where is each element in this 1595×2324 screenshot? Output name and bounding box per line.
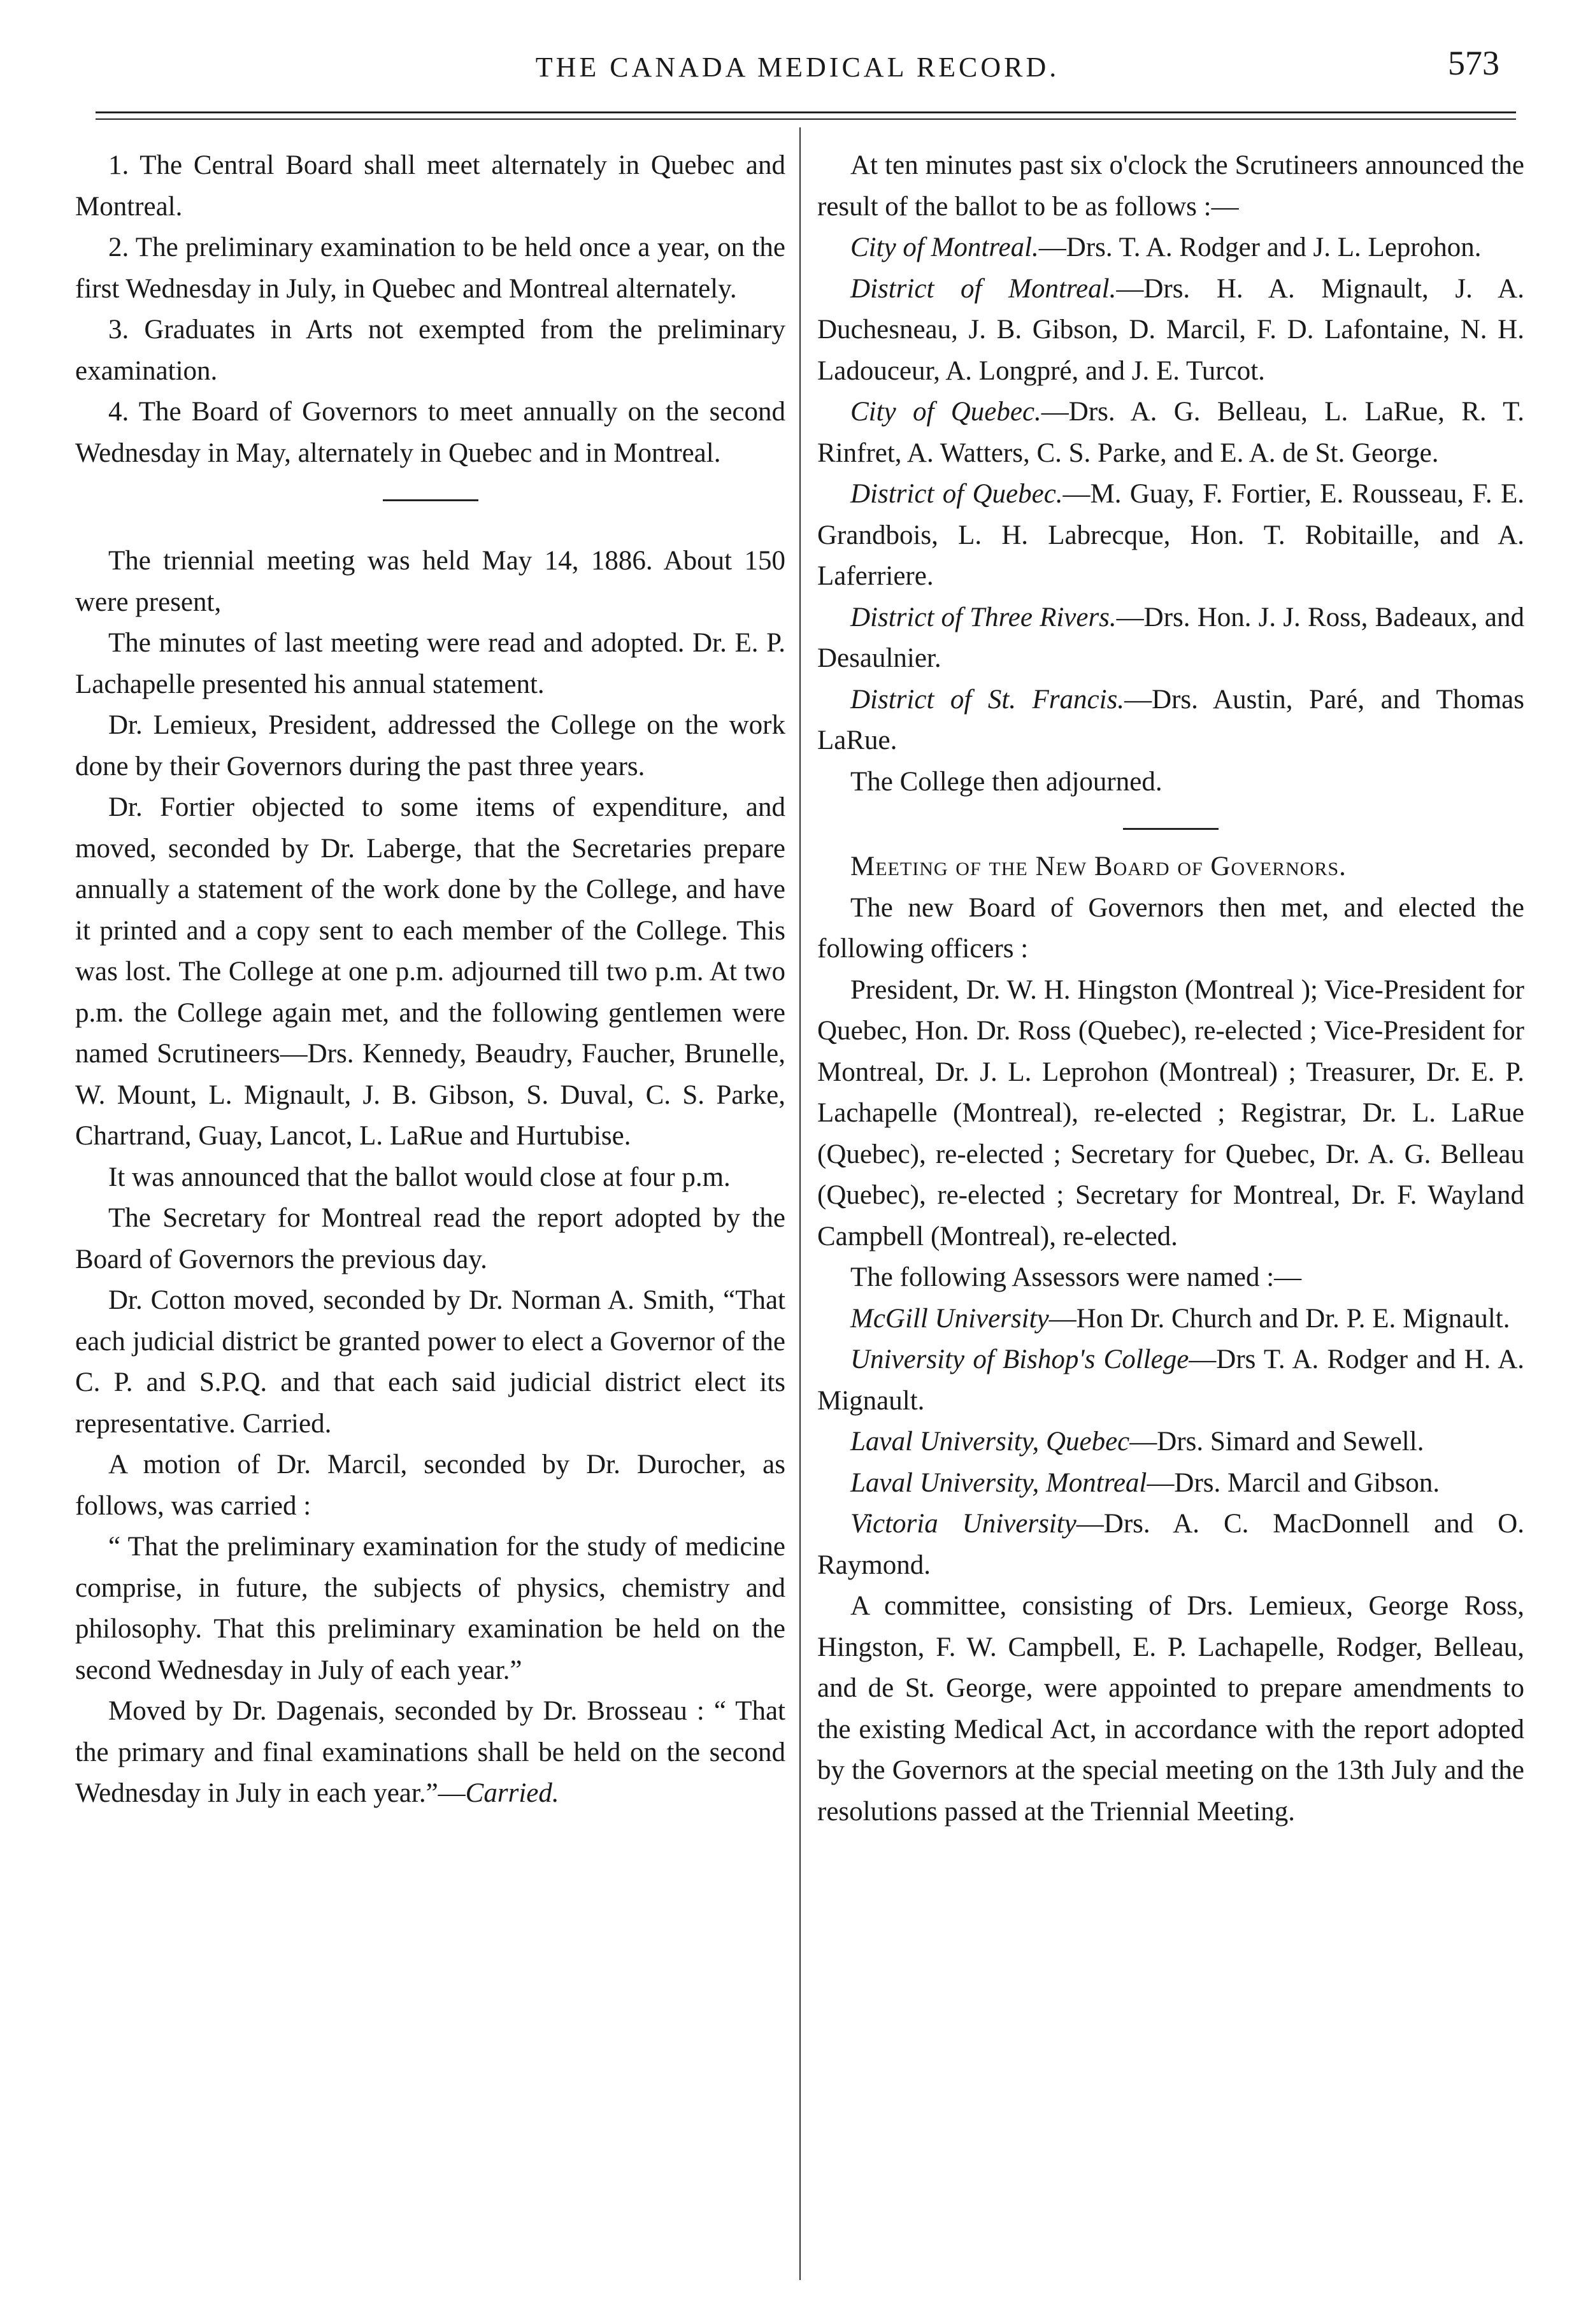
district-name: District of Quebec.: [850, 479, 1063, 509]
paragraph: The following Assessors were named :—: [850, 1262, 1302, 1292]
ballot-result: [817, 680, 1524, 762]
university-name: University of Bishop's College: [850, 1344, 1189, 1374]
header-rule-thin: [96, 118, 1516, 120]
assessor-names: —Hon Dr. Church and Dr. P. E. Mignault.: [1048, 1303, 1510, 1334]
motion-result: Carried.: [465, 1778, 559, 1808]
right-column: [817, 145, 1524, 1832]
assessor-entry: [817, 1463, 1524, 1504]
paragraph: It was announced that the ballot would close at four p.m.: [108, 1162, 731, 1192]
assessor-names: —Drs T. A. Rodger and H. A. Mignault.: [817, 1344, 1524, 1416]
ballot-result: [817, 269, 1524, 392]
section-heading: Meeting of the New Board of Governors.: [850, 852, 1347, 881]
running-head: [0, 37, 1595, 107]
assessor-entry: [817, 1422, 1524, 1463]
elected-names: —Drs. H. A. Mignault, J. A. Duchesneau, J. B. Gibson, D. Marcil, F. D. Lafontaine, N. H. Ladouceur, A. Longpré, and J. E. Turcot.: [817, 273, 1524, 386]
motion-text: Moved by Dr. Dagenais, seconded by Dr. Brosseau : “ That the primary and final examinations shall be held on the second Wednesday in July in each year.”—: [75, 1696, 785, 1808]
ballot-result: [817, 392, 1524, 474]
district-name: District of Montreal.: [850, 273, 1117, 304]
university-name: McGill University: [850, 1303, 1049, 1334]
district-name: District of Three Rivers.: [850, 602, 1117, 632]
paragraph: The College then adjourned.: [850, 766, 1162, 797]
assessor-names: —Drs. A. C. MacDonnell and O. Raymond.: [817, 1509, 1525, 1580]
ballot-result: [817, 597, 1524, 680]
paragraph: The minutes of last meeting were read and adopted. Dr. E. P. Lachapelle presented his annual statement.: [75, 628, 785, 699]
ballot-result: [817, 227, 1524, 269]
assessor-names: —Drs. Marcil and Gibson.: [1147, 1467, 1440, 1498]
district-name: City of Quebec.: [850, 397, 1041, 427]
paragraph-final: [75, 1691, 785, 1814]
section-separator: [383, 499, 478, 501]
elected-names: —M. Guay, F. Fortier, E. Rousseau, F. E. Grandbois, L. H. Labrecque, Hon. T. Robitaille, and A. Laferriere.: [817, 479, 1524, 591]
elected-names: —Drs. Hon. J. J. Ross, Badeaux, and Desaulnier.: [817, 602, 1524, 673]
university-name: Victoria University: [850, 1509, 1076, 1539]
regulation-item: 1. The Central Board shall meet alternately in Quebec and Montreal.: [75, 150, 785, 222]
paragraph: A motion of Dr. Marcil, seconded by Dr. Durocher, as follows, was carried :: [75, 1450, 785, 1521]
elected-names: —Drs. T. A. Rodger and J. L. Leprohon.: [1038, 232, 1482, 262]
assessor-entry: [817, 1299, 1524, 1340]
paragraph: Dr. Lemieux, President, addressed the College on the work done by their Governors during the past three years.: [75, 710, 785, 781]
left-column: [75, 145, 785, 1814]
elected-names: —Drs. A. G. Belleau, L. LaRue, R. T. Rinfret, A. Watters, C. S. Parke, and E. A. de St. George.: [817, 397, 1524, 468]
paragraph: A committee, consisting of Drs. Lemieux, George Ross, Hingston, F. W. Campbell, E. P. Lachapelle, Rodger, Belleau, and de St. George, were appointed to prepare amendments to the existing Medical Act, in accordance with the report adopted by the Governors at the special meeting on the 13th July and the resolutions passed at the Triennial Meeting.: [817, 1591, 1524, 1827]
district-name: District of St. Francis.: [850, 684, 1125, 715]
paragraph: “ That the preliminary examination for the study of medicine comprise, in future, the subjects of physics, chemistry and philosophy. That this preliminary examination be held on the second Wednesday in July of each year.”: [75, 1532, 785, 1685]
column-divider: [799, 127, 801, 2280]
regulation-item: 3. Graduates in Arts not exempted from the preliminary examination.: [75, 315, 785, 386]
elected-names: —Drs. Austin, Paré, and Thomas LaRue.: [817, 684, 1524, 755]
assessor-entry: [817, 1339, 1524, 1422]
header-rule: [96, 111, 1516, 113]
section-separator: [1123, 828, 1219, 830]
district-name: City of Montreal.: [850, 232, 1039, 262]
paragraph: The triennial meeting was held May 14, 1886. About 150 were present,: [75, 546, 785, 617]
paragraph: The new Board of Governors then met, and elected the following officers :: [817, 892, 1524, 964]
ballot-result: [817, 474, 1524, 597]
paragraph: The Secretary for Montreal read the report adopted by the Board of Governors the previous day.: [75, 1203, 785, 1274]
paragraph: President, Dr. W. H. Hingston (Montreal ); Vice-President for Quebec, Hon. Dr. Ross (Quebec), re-elected ; Vice-President for Montreal, Dr. J. L. Leprohon (Montreal) ; Treasurer, Dr. E. P. Lachapelle (Montreal), re-elected ; Registrar, Dr. L. LaRue (Quebec), re-elected ; Secretary for Quebec, Dr. A. G. Belleau (Quebec), re-elected ; Secretary for Montreal, Dr. F. Wayland Campbell (Montreal), re-elected.: [817, 974, 1524, 1251]
assessor-names: —Drs. Simard and Sewell.: [1129, 1427, 1424, 1457]
journal-title: THE CANADA MEDICAL RECORD.: [535, 52, 1060, 83]
assessor-entry: [817, 1504, 1524, 1586]
regulation-item: 4. The Board of Governors to meet annually on the second Wednesday in May, alternately in Quebec and in Montreal.: [75, 397, 785, 468]
regulation-item: 2. The preliminary examination to be held once a year, on the first Wednesday in July, in Quebec and Montreal alternately.: [75, 232, 785, 304]
page-number: 573: [1448, 44, 1499, 82]
university-name: Laval University, Montreal: [850, 1467, 1147, 1498]
university-name: Laval University, Quebec: [850, 1427, 1130, 1457]
paragraph: Dr. Fortier objected to some items of expenditure, and moved, seconded by Dr. Laberge, that the Secretaries prepare annually a statement of the work done by the College, and have it printed and a copy sent to each member of the College. This was lost. The College at one p.m. adjourned till two p.m. At two p.m. the College again met, and the following gentlemen were named Scrutineers—Drs. Kennedy, Beaudry, Faucher, Brunelle, W. Mount, L. Mignault, J. B. Gibson, S. Duval, C. S. Parke, Chartrand, Guay, Lancot, L. LaRue and Hurtubise.: [75, 792, 785, 1151]
paragraph: At ten minutes past six o'clock the Scrutineers announced the result of the ballot to be as follows :—: [817, 150, 1524, 222]
paragraph: Dr. Cotton moved, seconded by Dr. Norman A. Smith, “That each judicial district be granted power to elect a Governor of the C. P. and S.P.Q. and that each said judicial district elect its representative. Carried.: [75, 1285, 785, 1439]
